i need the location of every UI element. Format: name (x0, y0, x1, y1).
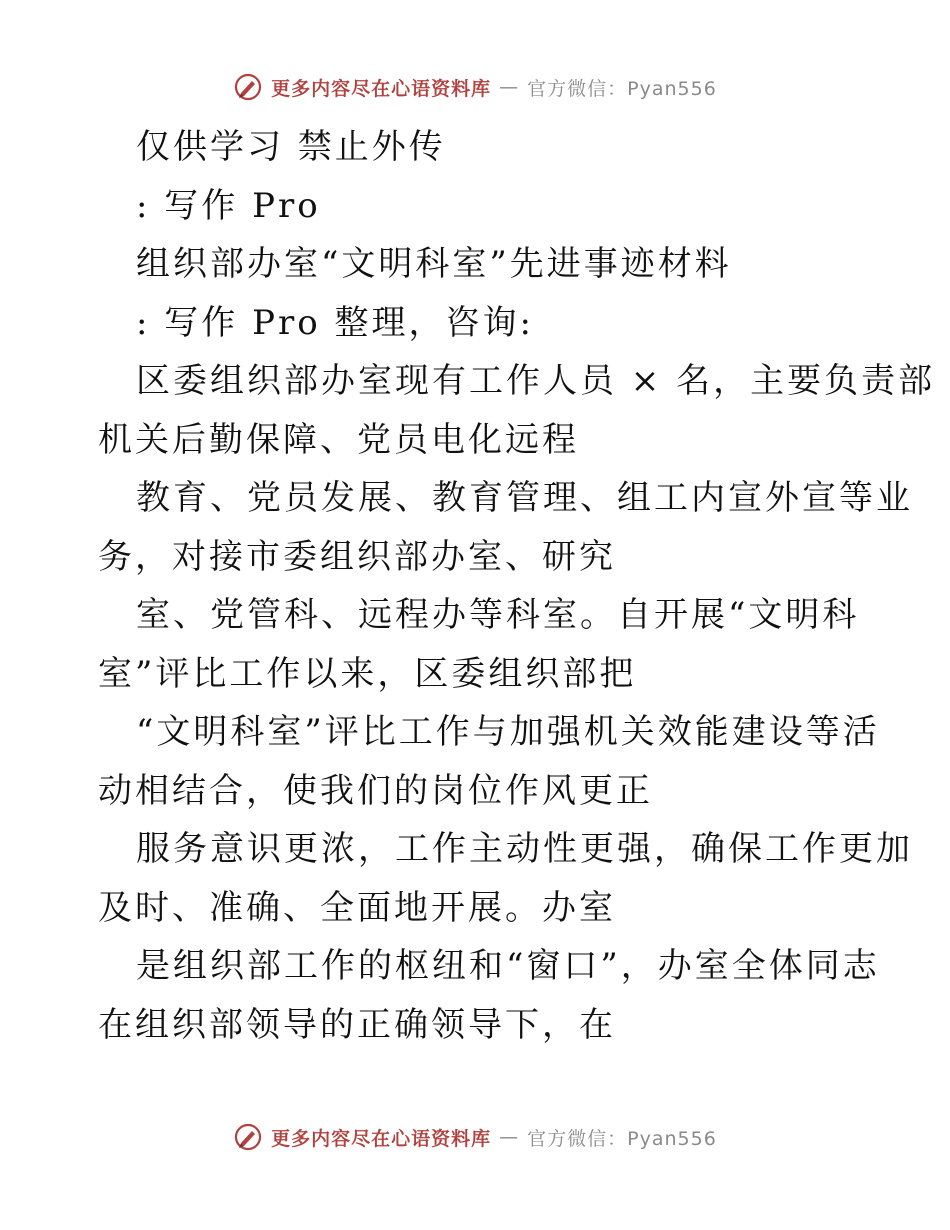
doc-line: 区委组织部办室现有工作人员 × 名，主要负责部 (136, 361, 936, 401)
doc-line: 及时、准确、全面地开展。办室 (98, 887, 616, 928)
doc-line: 仅供学习 禁止外传 (136, 127, 446, 167)
header-watermark (0, 72, 950, 102)
doc-line: : 写作 Pro (136, 185, 321, 226)
doc-line: 教育、党员发展、教育管理、组工内宣外宣等业 (136, 478, 913, 518)
doc-line: “文明科室”评比工作与加强机关效能建设等活 (136, 712, 880, 752)
doc-title: 组织部办室“文明科室”先进事迹材料 (136, 244, 732, 284)
watermark-wechat-text: 官方微信：Pyan556 (527, 77, 717, 100)
pen-logo-icon (233, 72, 263, 102)
watermark-dash: — (499, 76, 520, 98)
doc-line: : 写作 Pro 整理，咨询: (136, 302, 534, 343)
doc-line: 动相结合，使我们的岗位作风更正 (98, 770, 653, 811)
footer-watermark (0, 1122, 950, 1152)
doc-line: 在组织部领导的正确领导下，在 (98, 1004, 616, 1045)
doc-line: 是组织部工作的枢纽和“窗口”，办室全体同志 (136, 946, 880, 986)
doc-line: 服务意识更浓，工作主动性更强，确保工作更加 (136, 829, 913, 869)
document-body (98, 118, 936, 1054)
watermark-site-text: 更多内容尽在心语资料库 (271, 1127, 492, 1150)
doc-line: 机关后勤保障、党员电化远程 (98, 419, 579, 460)
watermark-site-text: 更多内容尽在心语资料库 (271, 77, 492, 100)
doc-line: 室”评比工作以来，区委组织部把 (98, 653, 637, 694)
doc-line: 务，对接市委组织部办室、研究 (98, 536, 616, 577)
pen-logo-icon (233, 1122, 263, 1152)
watermark-dash: — (499, 1126, 520, 1148)
doc-line: 室、党管科、远程办等科室。自开展“文明科 (136, 595, 860, 635)
watermark-wechat-text: 官方微信：Pyan556 (527, 1127, 717, 1150)
